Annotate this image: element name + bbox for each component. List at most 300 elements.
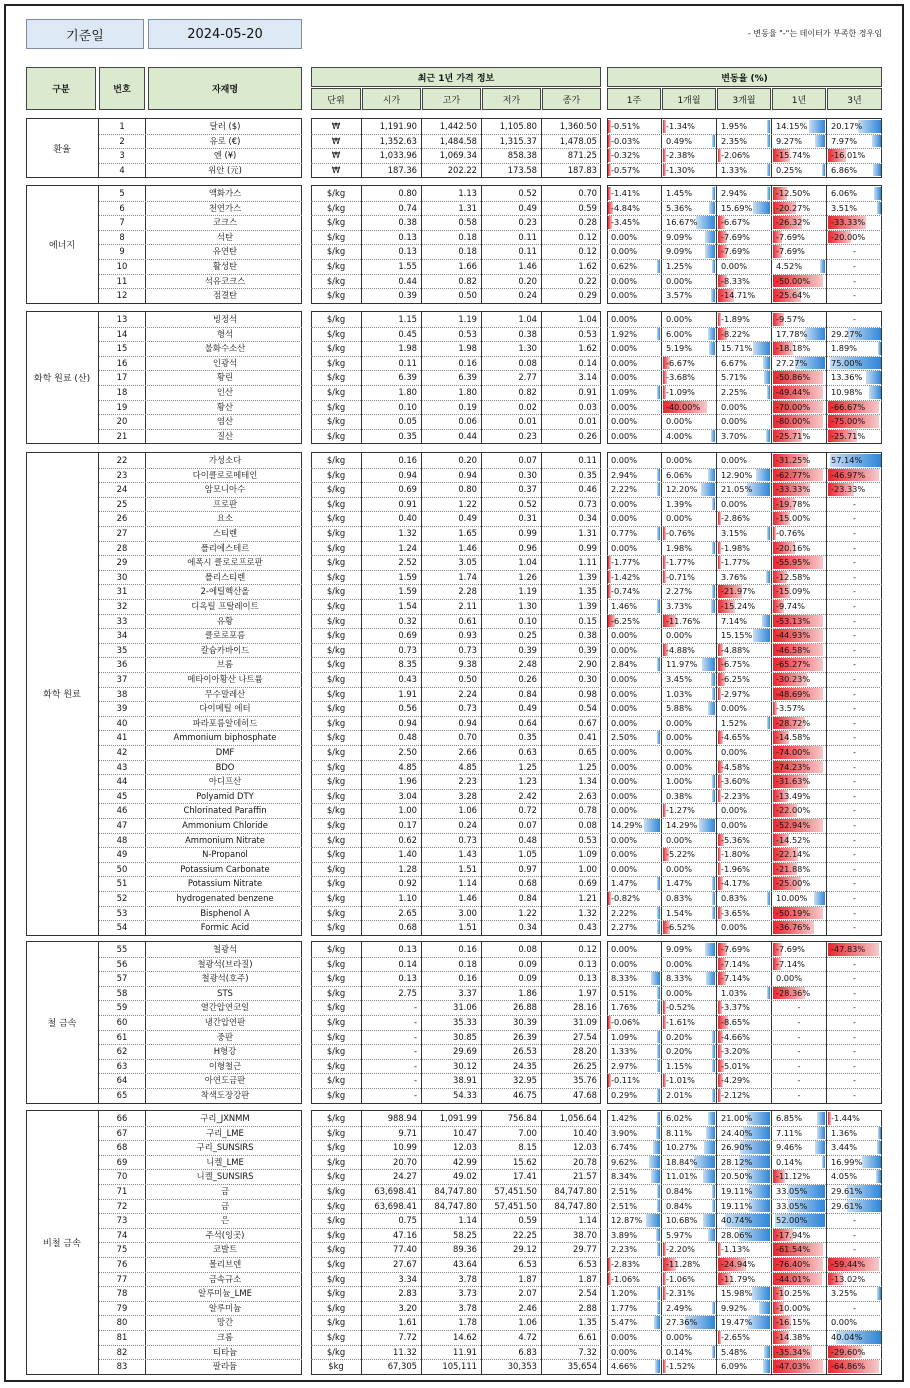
cell-change-m3 <box>718 120 770 133</box>
cell-material[interactable]: 니켈_SUNSIRS <box>196 1171 254 1182</box>
cell-close: 1.35 <box>578 586 597 597</box>
cell-material[interactable]: 불화수소산 <box>204 343 246 354</box>
cell-material[interactable]: 천연가스 <box>208 202 242 213</box>
cell-material[interactable]: 금 <box>220 1200 230 1211</box>
cell-open: 0.13 <box>398 944 417 954</box>
cell-number: 76 <box>116 1259 128 1269</box>
cell-change-m3 <box>718 1346 770 1359</box>
cell-number: 55 <box>116 944 128 954</box>
cell-change-y3 <box>828 401 881 414</box>
change-value: -80.00% <box>776 416 811 427</box>
cell-close: 1.00 <box>578 863 597 874</box>
cell-material[interactable]: 망간 <box>216 1317 234 1328</box>
cell-material[interactable]: 2-에틸헥산올 <box>200 586 250 597</box>
change-value: - <box>853 878 856 889</box>
cell-change-m3 <box>718 972 770 985</box>
cell-change-m3 <box>718 289 770 302</box>
cell-material[interactable]: 메타이아황산 나트륨 <box>187 674 263 684</box>
cell-material[interactable]: 무수말레산 <box>204 688 246 699</box>
change-bar <box>805 328 825 341</box>
cell-change-m1 <box>663 1074 715 1087</box>
cell-close: 0.69 <box>578 878 597 889</box>
cell-material[interactable]: 금 <box>220 1186 230 1196</box>
cell-low: 0.11 <box>518 231 537 242</box>
cell-low: 2.77 <box>518 372 537 383</box>
cell-material[interactable]: Potassium Nitrate <box>187 878 263 889</box>
cell-unit: $/kg <box>326 328 346 339</box>
cell-change-y1 <box>773 819 825 832</box>
cell-change-y3 <box>828 863 881 876</box>
cell-low: 7.00 <box>518 1127 537 1138</box>
cell-material[interactable]: 엔 (¥) <box>213 150 237 161</box>
cell-material[interactable]: 냉간압연판 <box>204 1017 246 1027</box>
cell-material[interactable]: 금속규소 <box>208 1273 242 1284</box>
change-value: -5.36% <box>721 834 750 845</box>
cell-open: 0.62 <box>398 834 417 845</box>
change-value: - <box>797 1002 801 1013</box>
change-value: 0.00% <box>611 430 638 441</box>
cell-low: 0.84 <box>518 688 537 699</box>
cell-number: 54 <box>116 922 128 933</box>
cell-material[interactable]: 에폭시 클로로프로판 <box>187 557 263 568</box>
change-value: 0.38% <box>666 790 693 801</box>
change-value: -2.23% <box>721 790 750 801</box>
cell-change-w1 <box>608 1258 660 1271</box>
cell-material[interactable]: 아연도금판 <box>204 1075 246 1086</box>
cell-change-y3 <box>828 834 881 847</box>
cell-material[interactable]: 브롬 <box>216 659 234 670</box>
cell-change-y3 <box>828 1112 881 1125</box>
cell-high: 43.64 <box>453 1259 477 1269</box>
cell-high: 1,442.50 <box>439 121 477 131</box>
change-value: -1.89% <box>721 314 750 324</box>
cell-change-y3 <box>828 542 881 555</box>
cell-change-w1 <box>608 921 660 934</box>
cell-material[interactable]: 염산 <box>216 416 234 427</box>
change-value: 5.97% <box>666 1229 693 1240</box>
cell-open: 0.45 <box>398 328 417 339</box>
cell-change-y1 <box>773 1185 825 1198</box>
change-value: 0.00% <box>611 416 638 427</box>
change-bar <box>876 1170 881 1183</box>
change-value: 8.33% <box>666 973 693 984</box>
cell-material[interactable]: 중판 <box>216 1031 234 1042</box>
change-value: 11.97% <box>666 659 698 670</box>
cell-material[interactable]: 요소 <box>216 513 234 524</box>
cell-close: 20.78 <box>573 1156 597 1167</box>
cell-open: 20.70 <box>393 1156 417 1167</box>
cell-material[interactable]: Ammonium biphosphate <box>173 732 277 743</box>
cell-open: 67,305 <box>387 1361 417 1372</box>
cell-change-m3 <box>718 987 770 1000</box>
cell-material[interactable]: 석유코크스 <box>204 275 246 286</box>
cell-low: 32.95 <box>513 1075 537 1086</box>
cell-material[interactable]: 다이메틸 에터 <box>199 703 251 714</box>
cell-change-m1 <box>663 1258 715 1271</box>
cell-material[interactable]: 구리_JXNMM <box>200 1113 250 1123</box>
change-value: 0.00% <box>666 717 693 728</box>
cell-change-w1 <box>608 1060 660 1073</box>
cell-change-m1 <box>663 313 715 326</box>
cell-change-y1 <box>773 454 825 467</box>
cell-change-m1 <box>663 585 715 598</box>
cell-number: 20 <box>116 416 128 427</box>
cell-material[interactable]: 디옥틸 프탈레이트 <box>191 601 259 611</box>
cell-change-w1 <box>608 1031 660 1044</box>
cell-material[interactable]: H형강 <box>213 1046 237 1057</box>
change-value: -2.31% <box>666 1288 695 1299</box>
cell-material[interactable]: DMF <box>215 747 235 757</box>
change-value: 0.20% <box>666 1046 693 1057</box>
cell-material[interactable]: 코발트 <box>212 1244 238 1255</box>
cell-low: 0.97 <box>518 863 537 874</box>
cell-low: 0.08 <box>518 944 537 954</box>
cell-material[interactable]: 프로판 <box>212 498 238 509</box>
cell-close: 84,747.80 <box>554 1186 597 1196</box>
cell-number: 78 <box>116 1288 128 1299</box>
cell-material[interactable]: 폴리에스테르 <box>200 542 250 553</box>
cell-number: 37 <box>116 674 128 684</box>
cell-change-m1 <box>663 342 715 355</box>
cell-unit: $/kg <box>326 659 346 670</box>
cell-material[interactable]: 은 <box>220 1215 230 1226</box>
cell-material[interactable]: 달러 ($) <box>209 121 241 131</box>
cell-unit: $/kg <box>326 849 346 860</box>
cell-change-y1 <box>773 1045 825 1058</box>
change-value: 0.00% <box>611 1346 638 1357</box>
cell-close: 0.12 <box>578 231 597 242</box>
cell-material[interactable]: 석탄 <box>216 231 234 242</box>
cell-material[interactable]: 클로로포름 <box>204 630 246 641</box>
cell-change-m3 <box>718 512 770 525</box>
cell-material[interactable]: 액화가스 <box>208 188 242 198</box>
cell-change-y3 <box>828 313 881 326</box>
cell-close: 1.11 <box>578 557 597 568</box>
cell-material[interactable]: 다이클로로메테인 <box>192 469 258 480</box>
cell-low: 0.52 <box>518 188 537 198</box>
change-value: -21.88% <box>776 863 811 874</box>
cell-high: 0.94 <box>458 469 477 480</box>
change-value: 33.05% <box>776 1186 808 1196</box>
cell-low: 0.11 <box>518 246 537 257</box>
cell-open: 0.74 <box>398 202 417 213</box>
cell-material[interactable]: 위안 (元) <box>208 164 242 175</box>
change-bar <box>712 542 715 555</box>
cell-material[interactable]: Potassium Carbonate <box>180 863 270 874</box>
cell-material[interactable]: 가성소다 <box>208 455 242 465</box>
cell-unit: $/kg <box>326 557 346 568</box>
cell-low: 1.86 <box>518 987 537 998</box>
cell-material[interactable]: 구리_SUNSIRS <box>196 1142 254 1153</box>
change-bar <box>712 1060 715 1073</box>
cell-material[interactable]: 알루미늄 <box>208 1302 242 1313</box>
cell-change-m3 <box>718 245 770 258</box>
cell-close: 0.30 <box>578 674 597 684</box>
cell-material[interactable]: 알루미늄_LME <box>198 1288 252 1299</box>
cell-unit: $/kg <box>326 513 346 524</box>
cell-material[interactable]: Formic Acid <box>200 922 250 933</box>
cell-change-m1 <box>663 921 715 934</box>
change-value: - <box>853 601 856 611</box>
change-value: 52.00% <box>776 1215 808 1226</box>
change-bar <box>753 629 770 642</box>
cell-material[interactable]: 인산 <box>216 387 234 397</box>
cell-material[interactable]: 아디프산 <box>208 776 242 787</box>
cell-low: 17.41 <box>513 1171 537 1182</box>
cell-change-y3 <box>828 216 881 229</box>
change-value: - <box>853 571 856 582</box>
cell-unit: $/kg <box>326 1090 346 1100</box>
change-value: - <box>853 659 856 670</box>
cell-high: 1.51 <box>458 922 477 933</box>
change-value: 1.00% <box>666 776 693 787</box>
cell-low: 0.35 <box>518 732 537 743</box>
cell-change-y3 <box>828 600 881 613</box>
cell-change-m3 <box>718 135 770 148</box>
cell-change-m3 <box>718 1060 770 1073</box>
cell-change-w1 <box>608 958 660 971</box>
cell-change-w1 <box>608 289 660 302</box>
cell-material[interactable]: 점결탄 <box>212 290 238 301</box>
cell-change-m1 <box>663 775 715 788</box>
cell-change-y3 <box>828 877 881 890</box>
cell-change-m1 <box>663 804 715 817</box>
cell-material[interactable]: 암모니아수 <box>204 484 246 495</box>
cell-material[interactable]: 활성탄 <box>212 261 238 271</box>
change-value: 27.36% <box>666 1317 698 1328</box>
cell-open: 0.13 <box>398 973 417 984</box>
cell-high: 0.24 <box>458 820 477 830</box>
cell-high: 0.73 <box>458 834 477 845</box>
change-value: -1.42% <box>611 571 640 582</box>
change-bar <box>657 386 660 399</box>
cell-change-m3 <box>718 629 770 642</box>
cell-material[interactable]: 빙정석 <box>212 314 238 324</box>
change-value: 1.03% <box>721 987 748 998</box>
cell-material[interactable]: 폴리스티렌 <box>204 571 246 582</box>
cell-change-m1 <box>663 469 715 482</box>
cell-change-m3 <box>718 571 770 584</box>
change-value: 0.00% <box>611 747 638 757</box>
change-bar <box>699 819 715 832</box>
change-value: -36.76% <box>776 922 811 933</box>
change-value: 0.00% <box>611 513 638 524</box>
cell-change-w1 <box>608 498 660 511</box>
cell-open: 0.48 <box>398 732 417 743</box>
cell-number: 6 <box>119 202 125 213</box>
cell-number: 11 <box>116 275 128 286</box>
cell-number: 33 <box>116 615 128 626</box>
cell-material[interactable]: 착색도장강판 <box>200 1090 250 1100</box>
cell-material[interactable]: 유로 (€) <box>209 135 241 146</box>
cell-change-y1 <box>773 415 825 428</box>
cell-change-w1 <box>608 187 660 200</box>
cell-material[interactable]: 철광석 <box>212 944 238 954</box>
cell-change-w1 <box>608 571 660 584</box>
change-bar <box>657 1185 660 1198</box>
cell-change-w1 <box>608 907 660 920</box>
cell-change-w1 <box>608 454 660 467</box>
cell-change-y3 <box>828 790 881 803</box>
change-value: - <box>853 1017 856 1027</box>
cell-high: 0.18 <box>458 246 477 257</box>
change-value: -50.00% <box>776 275 811 286</box>
change-bar <box>763 357 770 370</box>
change-value: - <box>797 1060 801 1071</box>
cell-high: 11.91 <box>453 1346 477 1357</box>
cell-low: 4.72 <box>518 1332 537 1342</box>
cell-high: 0.93 <box>458 630 477 641</box>
change-value: 1.46% <box>611 601 638 611</box>
cell-change-m3 <box>718 1074 770 1087</box>
cell-open: 1.32 <box>398 528 417 538</box>
cell-low: 0.96 <box>518 542 537 553</box>
cell-open: 0.35 <box>398 430 417 441</box>
change-value: 29.61% <box>831 1200 863 1211</box>
cell-material[interactable]: Bisphenol A <box>200 907 250 918</box>
cell-open: 0.68 <box>398 922 417 933</box>
change-value: -12.58% <box>776 571 811 582</box>
cell-material[interactable]: 스티렌 <box>212 528 238 538</box>
change-value: 13.36% <box>831 372 863 383</box>
cell-open: 0.94 <box>398 469 417 480</box>
col-unit: 단위 <box>311 88 361 110</box>
cell-high: 0.18 <box>458 231 477 242</box>
cell-material[interactable]: 열간압연코일 <box>200 1002 250 1013</box>
cell-close: 0.59 <box>578 202 597 213</box>
cell-material[interactable]: 유연탄 <box>212 246 238 257</box>
cell-material[interactable]: N-Propanol <box>202 849 248 860</box>
cell-material[interactable]: 질산 <box>216 430 234 441</box>
cell-material[interactable]: 인광석 <box>212 357 238 368</box>
cell-unit: $/kg <box>326 469 346 480</box>
change-value: 0.00% <box>666 863 693 874</box>
cell-change-w1 <box>608 1229 660 1242</box>
cell-open: 1.59 <box>398 586 417 597</box>
cell-material[interactable]: 팔라듐 <box>212 1361 238 1372</box>
cell-material[interactable]: Ammonium Chloride <box>182 820 268 830</box>
cell-change-y1 <box>773 629 825 642</box>
cell-change-m1 <box>663 135 715 148</box>
cell-open: 1.40 <box>398 849 417 860</box>
change-value: -74.23% <box>776 761 811 772</box>
cell-close: 0.08 <box>578 820 597 830</box>
change-value: 6.06% <box>666 469 693 480</box>
cell-high: 1.66 <box>458 261 477 271</box>
cell-change-y3 <box>828 987 881 1000</box>
change-value: 17.78% <box>776 328 808 339</box>
cell-material[interactable]: 파라포름알데히드 <box>192 717 258 728</box>
change-value: -64.86% <box>831 1361 866 1372</box>
cell-material[interactable]: 형석 <box>216 328 234 339</box>
change-value: -1.06% <box>611 1273 640 1284</box>
cell-change-m1 <box>663 260 715 273</box>
cell-material[interactable]: 구리_LME <box>206 1127 244 1138</box>
change-value: -25.71% <box>831 430 866 441</box>
cell-change-m3 <box>718 483 770 496</box>
cell-change-y3 <box>828 1287 881 1300</box>
cell-number: 8 <box>119 231 125 242</box>
change-value: - <box>797 1046 801 1057</box>
cell-change-m1 <box>663 834 715 847</box>
change-value: -0.76% <box>776 528 805 538</box>
change-value: -1.80% <box>721 849 750 860</box>
cell-material[interactable]: 니켈_LME <box>206 1156 244 1167</box>
cell-open: 8.35 <box>398 659 417 670</box>
change-value: 1.03% <box>666 688 693 699</box>
change-value: 5.19% <box>666 343 693 354</box>
change-bar <box>706 1127 715 1140</box>
cell-high: 0.61 <box>458 615 477 626</box>
cell-material[interactable]: 황린 <box>216 372 234 383</box>
cell-material[interactable]: Ammonium Nitrate <box>185 834 265 845</box>
cell-material[interactable]: 칼슘카바이드 <box>200 644 250 655</box>
change-value: -14.71% <box>721 290 756 301</box>
change-value: 0.00% <box>611 958 638 969</box>
cell-material[interactable]: hydrogenated benzene <box>176 893 274 903</box>
cell-material[interactable]: 몰리브덴 <box>208 1259 242 1269</box>
cell-change-w1 <box>608 775 660 788</box>
cell-material[interactable]: STS <box>217 987 233 998</box>
cell-material[interactable]: 황산 <box>216 401 234 412</box>
cell-close: 0.53 <box>578 834 597 845</box>
cell-number: 53 <box>116 907 128 918</box>
cell-number: 49 <box>116 849 128 860</box>
cell-material[interactable]: 티타늄 <box>212 1346 238 1357</box>
cell-material[interactable]: Polyamid DTY <box>196 790 254 801</box>
change-value: -15.09% <box>776 586 811 597</box>
cell-low: 57,451.50 <box>494 1200 537 1211</box>
change-value: - <box>797 1075 801 1086</box>
change-value: 0.00% <box>611 372 638 383</box>
cell-material[interactable]: Chlorinated Paraffin <box>183 805 267 816</box>
cell-change-y3 <box>828 202 881 215</box>
cell-number: 46 <box>116 805 128 816</box>
change-value: 0.00% <box>611 790 638 801</box>
change-value: 3.76% <box>721 571 748 582</box>
cell-material[interactable]: 철광석(브라질) <box>197 958 253 969</box>
cell-close: 47.68 <box>573 1090 597 1100</box>
cell-number: 75 <box>116 1244 128 1255</box>
cell-unit: $/kg <box>326 958 346 969</box>
change-value: 14.29% <box>666 820 698 830</box>
cell-change-m1 <box>663 600 715 613</box>
cell-high: 6.39 <box>458 372 477 383</box>
change-bar <box>651 972 660 985</box>
change-bar <box>712 260 715 273</box>
cell-change-w1 <box>608 972 660 985</box>
change-bar <box>712 585 715 598</box>
cell-material[interactable]: 주석(잉곳) <box>205 1229 245 1240</box>
change-value: -13.49% <box>776 790 811 801</box>
change-bar <box>708 1229 715 1242</box>
col-category: 구분 <box>26 67 96 110</box>
cell-material[interactable]: 코크스 <box>212 217 238 228</box>
cell-material[interactable]: 크롬 <box>216 1332 234 1342</box>
cell-low: 8.15 <box>518 1142 537 1153</box>
cell-material[interactable]: BDO <box>215 761 235 772</box>
cell-material[interactable]: 이형철근 <box>208 1060 242 1071</box>
cell-change-m1 <box>663 943 715 956</box>
cell-unit: $/kg <box>326 1171 346 1182</box>
change-value: -61.54% <box>776 1244 811 1255</box>
cell-material[interactable]: 유황 <box>216 615 234 626</box>
base-date-value[interactable]: 2024-05-20 <box>148 19 302 49</box>
cell-material[interactable]: 철광석(호주) <box>201 973 249 984</box>
change-value: 6.85% <box>776 1113 803 1123</box>
col-close: 종가 <box>542 88 601 110</box>
cell-number: 36 <box>116 659 128 670</box>
